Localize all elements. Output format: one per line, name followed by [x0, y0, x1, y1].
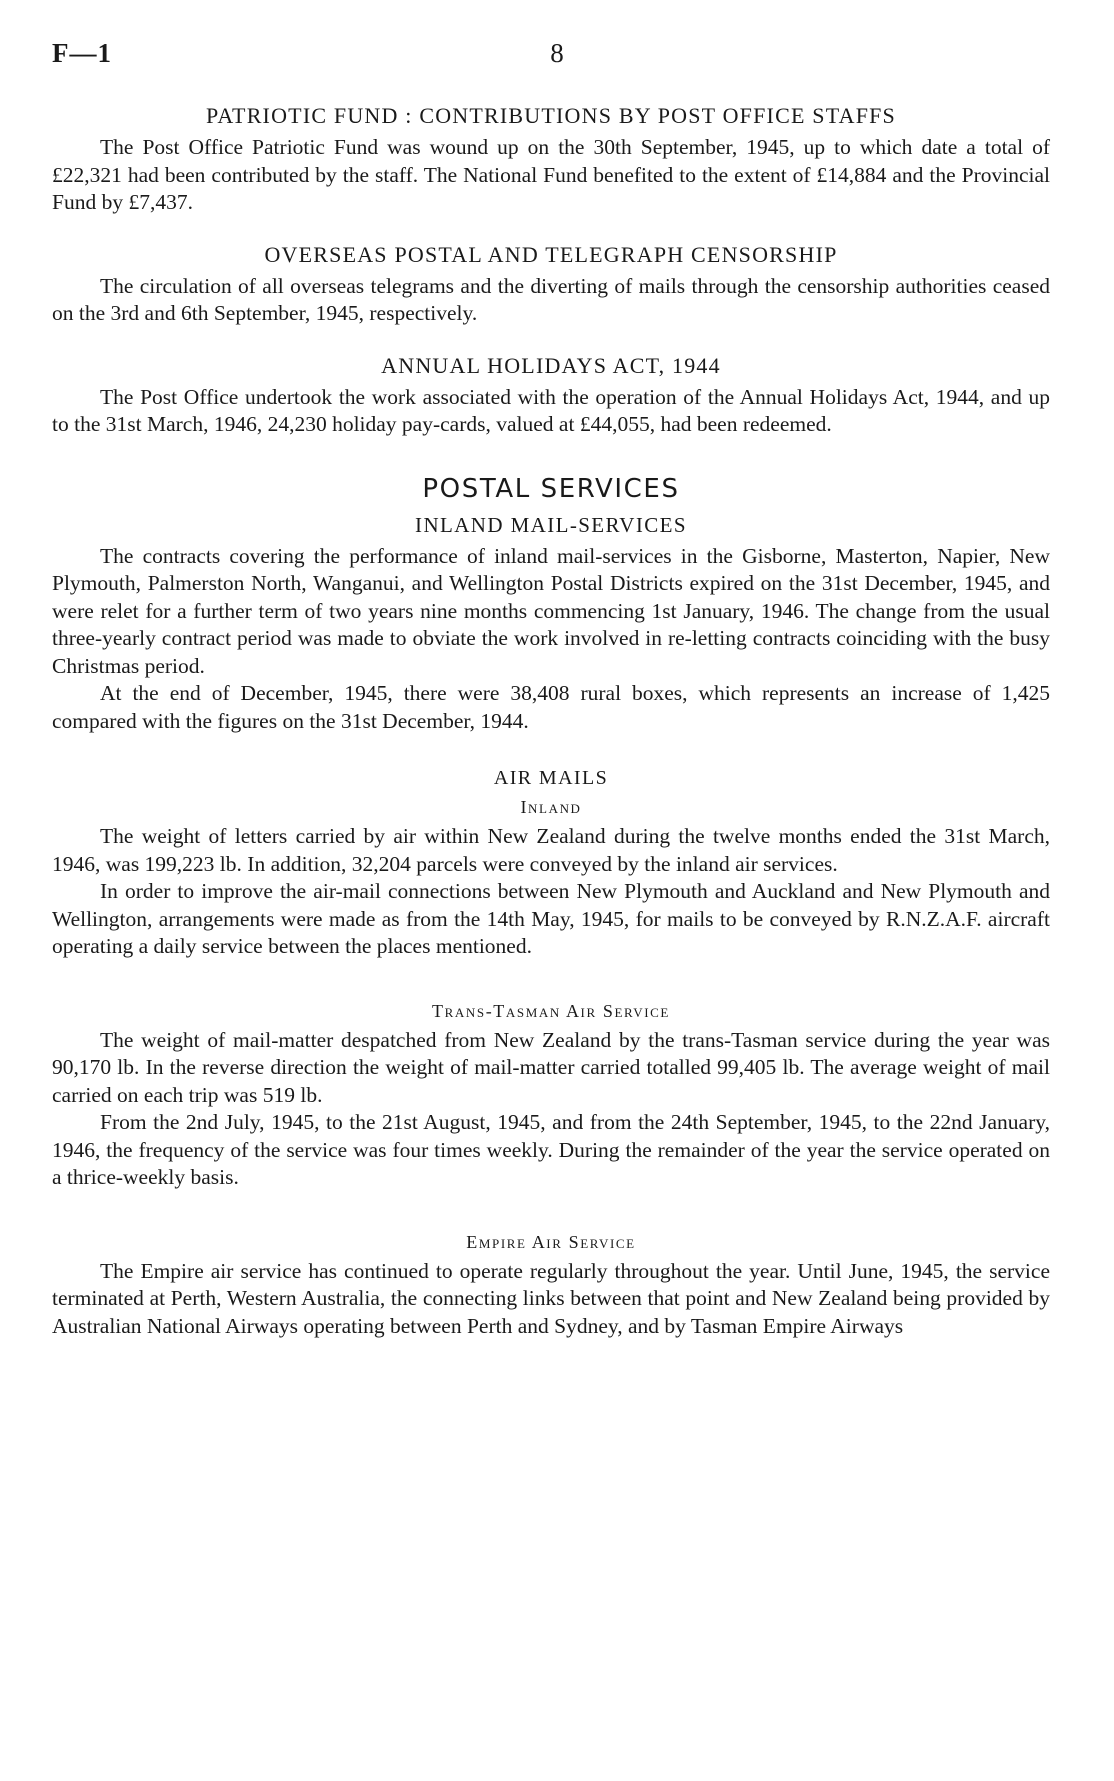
subsection-heading: INLAND MAIL-SERVICES: [415, 512, 687, 537]
paragraph: From the 2nd July, 1945, to the 21st August, 1945, and from the 24th September, 1945, to the 22nd January, 1946, the frequency of the service was four times weekly. During the remainder of the year the service operated on a thrice-weekly basis.: [52, 1110, 1050, 1189]
section-holidays-act: [52, 352, 1050, 439]
section-censorship: [52, 241, 1050, 328]
page-reference: F—1: [52, 38, 112, 68]
section-postal-services: [52, 473, 1050, 736]
section-heading: AIR MAILS: [493, 767, 609, 789]
paragraph: The Post Office undertook the work associated with the operation of the Annual Holidays Act, 1944, and up to the 31st March, 1946, 24,230 holiday pay-cards, valued at £44,055, had been redeemed.: [52, 384, 1050, 436]
paragraph: At the end of December, 1945, there were 38,408 rural boxes, which represents an increase of 1,425 compared with the figures on the 31st December, 1944.: [52, 681, 1050, 733]
subsection-heading: Empire Air Service: [466, 1231, 636, 1252]
major-heading: POSTAL SERVICES: [422, 473, 680, 504]
section-heading: OVERSEAS POSTAL AND TELEGRAPH CENSORSHIP: [264, 241, 838, 267]
paragraph: The Post Office Patriotic Fund was wound up on the 30th September, 1945, up to which date a total of £22,321 had been contributed by the staff. The National Fund benefited to the extent of £14,884 and the Provincial Fund by £7,437.: [52, 135, 1050, 214]
paragraph: The weight of mail-matter despatched from New Zealand by the trans-Tasman service during the year was 90,170 lb. In the reverse direction the weight of mail-matter carried totalled 99,405 lb. The average weight of mail carried on each trip was 519 lb.: [52, 1027, 1050, 1107]
page-number: 8: [550, 38, 564, 68]
paragraph: The weight of letters carried by air within New Zealand during the twelve months ended the 31st March, 1946, was 199,223 lb. In addition, 32,204 parcels were conveyed by the inland air services.: [52, 824, 1050, 876]
section-patriotic-fund: [52, 102, 1050, 217]
page-content: [52, 102, 1050, 1364]
page-header: [52, 38, 1062, 78]
subsection-heading: Inland: [520, 797, 582, 817]
paragraph: In order to improve the air-mail connections between New Plymouth and Auckland and New Plymouth and Wellington, arrangements were made as from the 14th May, 1945, for mails to be conveyed by R.N.Z.A.F. aircraft operating a daily service between the places mentioned.: [52, 879, 1050, 958]
section-heading: ANNUAL HOLIDAYS ACT, 1944: [381, 352, 721, 378]
section-heading: PATRIOTIC FUND : CONTRIBUTIONS BY POST OFFICE STAFFS: [205, 103, 896, 128]
section-air-mails: [52, 765, 1050, 1340]
subsection-heading: Trans-Tasman Air Service: [432, 1000, 670, 1021]
paragraph: The contracts covering the performance of inland mail-services in the Gisborne, Masterton, Napier, New Plymouth, Palmerston North, Wanganui, and Wellington Postal Districts expired on the 31st December, 1945, and were relet for a further term of two years nine months commencing 1st January, 1946. The change from the usual three-yearly contract period was made to obviate the work involved in re-letting contracts coinciding with the busy Christmas period.: [52, 543, 1050, 678]
paragraph: The circulation of all overseas telegrams and the diverting of mails through the censorship authorities ceased on the 3rd and 6th September, 1945, respectively.: [52, 273, 1050, 325]
paragraph: The Empire air service has continued to operate regularly throughout the year. Until June, 1945, the service terminated at Perth, Western Australia, the connecting links between that point and New Zealand being provided by Australian National Airways operating between Perth and Sydney, and by Tasman Empire Airways: [52, 1258, 1050, 1338]
